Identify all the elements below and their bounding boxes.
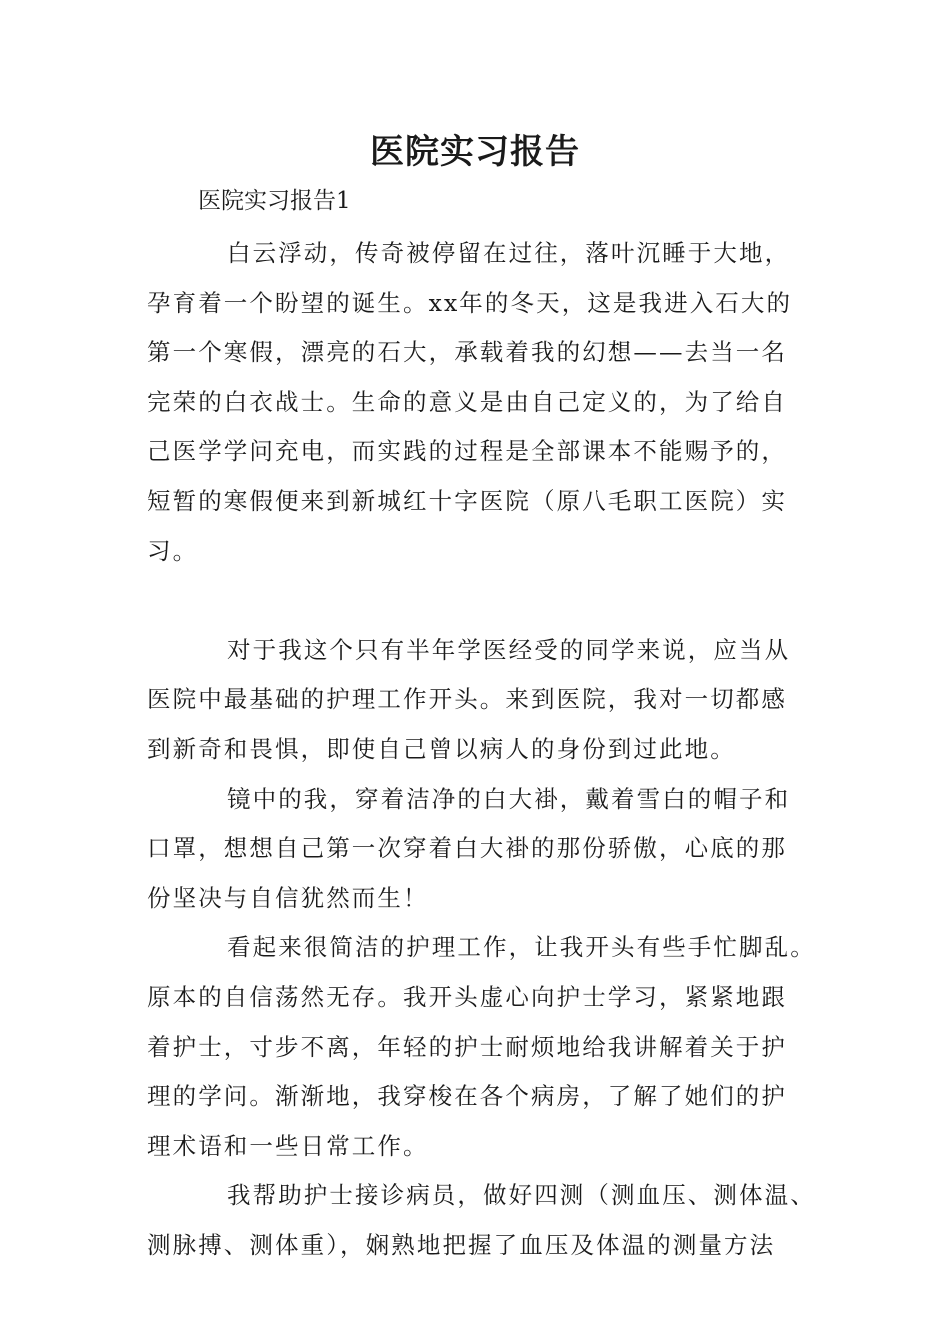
document-body (147, 229, 816, 1270)
text-line: 理的学问。渐渐地，我穿梭在各个病房，了解了她们的护 (147, 1082, 787, 1111)
text-line: 测脉搏、测体重），娴熟地把握了血压及体温的测量方法 (147, 1230, 776, 1259)
text-line: 镜中的我，穿着洁净的白大褂，戴着雪白的帽子和 (227, 784, 791, 813)
text-line: 习。 (147, 536, 199, 565)
text-line: 口罩，想想自己第一次穿着白大褂的那份骄傲，心底的那 (147, 834, 787, 863)
document-title: 医院实习报告 (370, 132, 580, 172)
text-line: 白云浮动，传奇被停留在过往，落叶沉睡于大地， (227, 239, 791, 267)
text-line: 己医学学问充电，而实践的过程是全部课本不能赐予的， (147, 437, 787, 466)
text-line: 医院中最基础的护理工作开头。来到医院，我对一切都感 (147, 685, 787, 714)
text-line: 第一个寒假，漂亮的石大，承载着我的幻想——去当一名 (147, 338, 787, 367)
text-line (147, 576, 807, 626)
text-line: 份坚决与自信犹然而生！ (147, 883, 429, 912)
text-line: 看起来很简洁的护理工作，让我开头有些手忙脚乱。 (227, 933, 816, 962)
text-line: 原本的自信荡然无存。我开头虚心向护士学习，紧紧地跟 (147, 982, 787, 1011)
text-line: 我帮助护士接诊病员，做好四测（测血压、测体温、 (227, 1181, 816, 1210)
document-subtitle: 医院实习报告1 (198, 188, 351, 214)
text-line: 到新奇和畏惧，即使自己曾以病人的身份到过此地。 (147, 734, 736, 763)
text-line: 着护士，寸步不离，年轻的护士耐烦地给我讲解着关于护 (147, 1032, 787, 1061)
text-line: 孕育着一个盼望的诞生。xx年的冬天，这是我进入石大的 (147, 288, 793, 317)
text-line: 完荣的白衣战士。生命的意义是由自己定义的，为了给自 (147, 387, 787, 416)
text-line: 理术语和一些日常工作。 (147, 1131, 429, 1160)
text-line: 短暂的寒假便来到新城红十字医院（原八毛职工医院）实 (147, 486, 787, 515)
text-line: 对于我这个只有半年学医经受的同学来说，应当从 (227, 635, 791, 664)
